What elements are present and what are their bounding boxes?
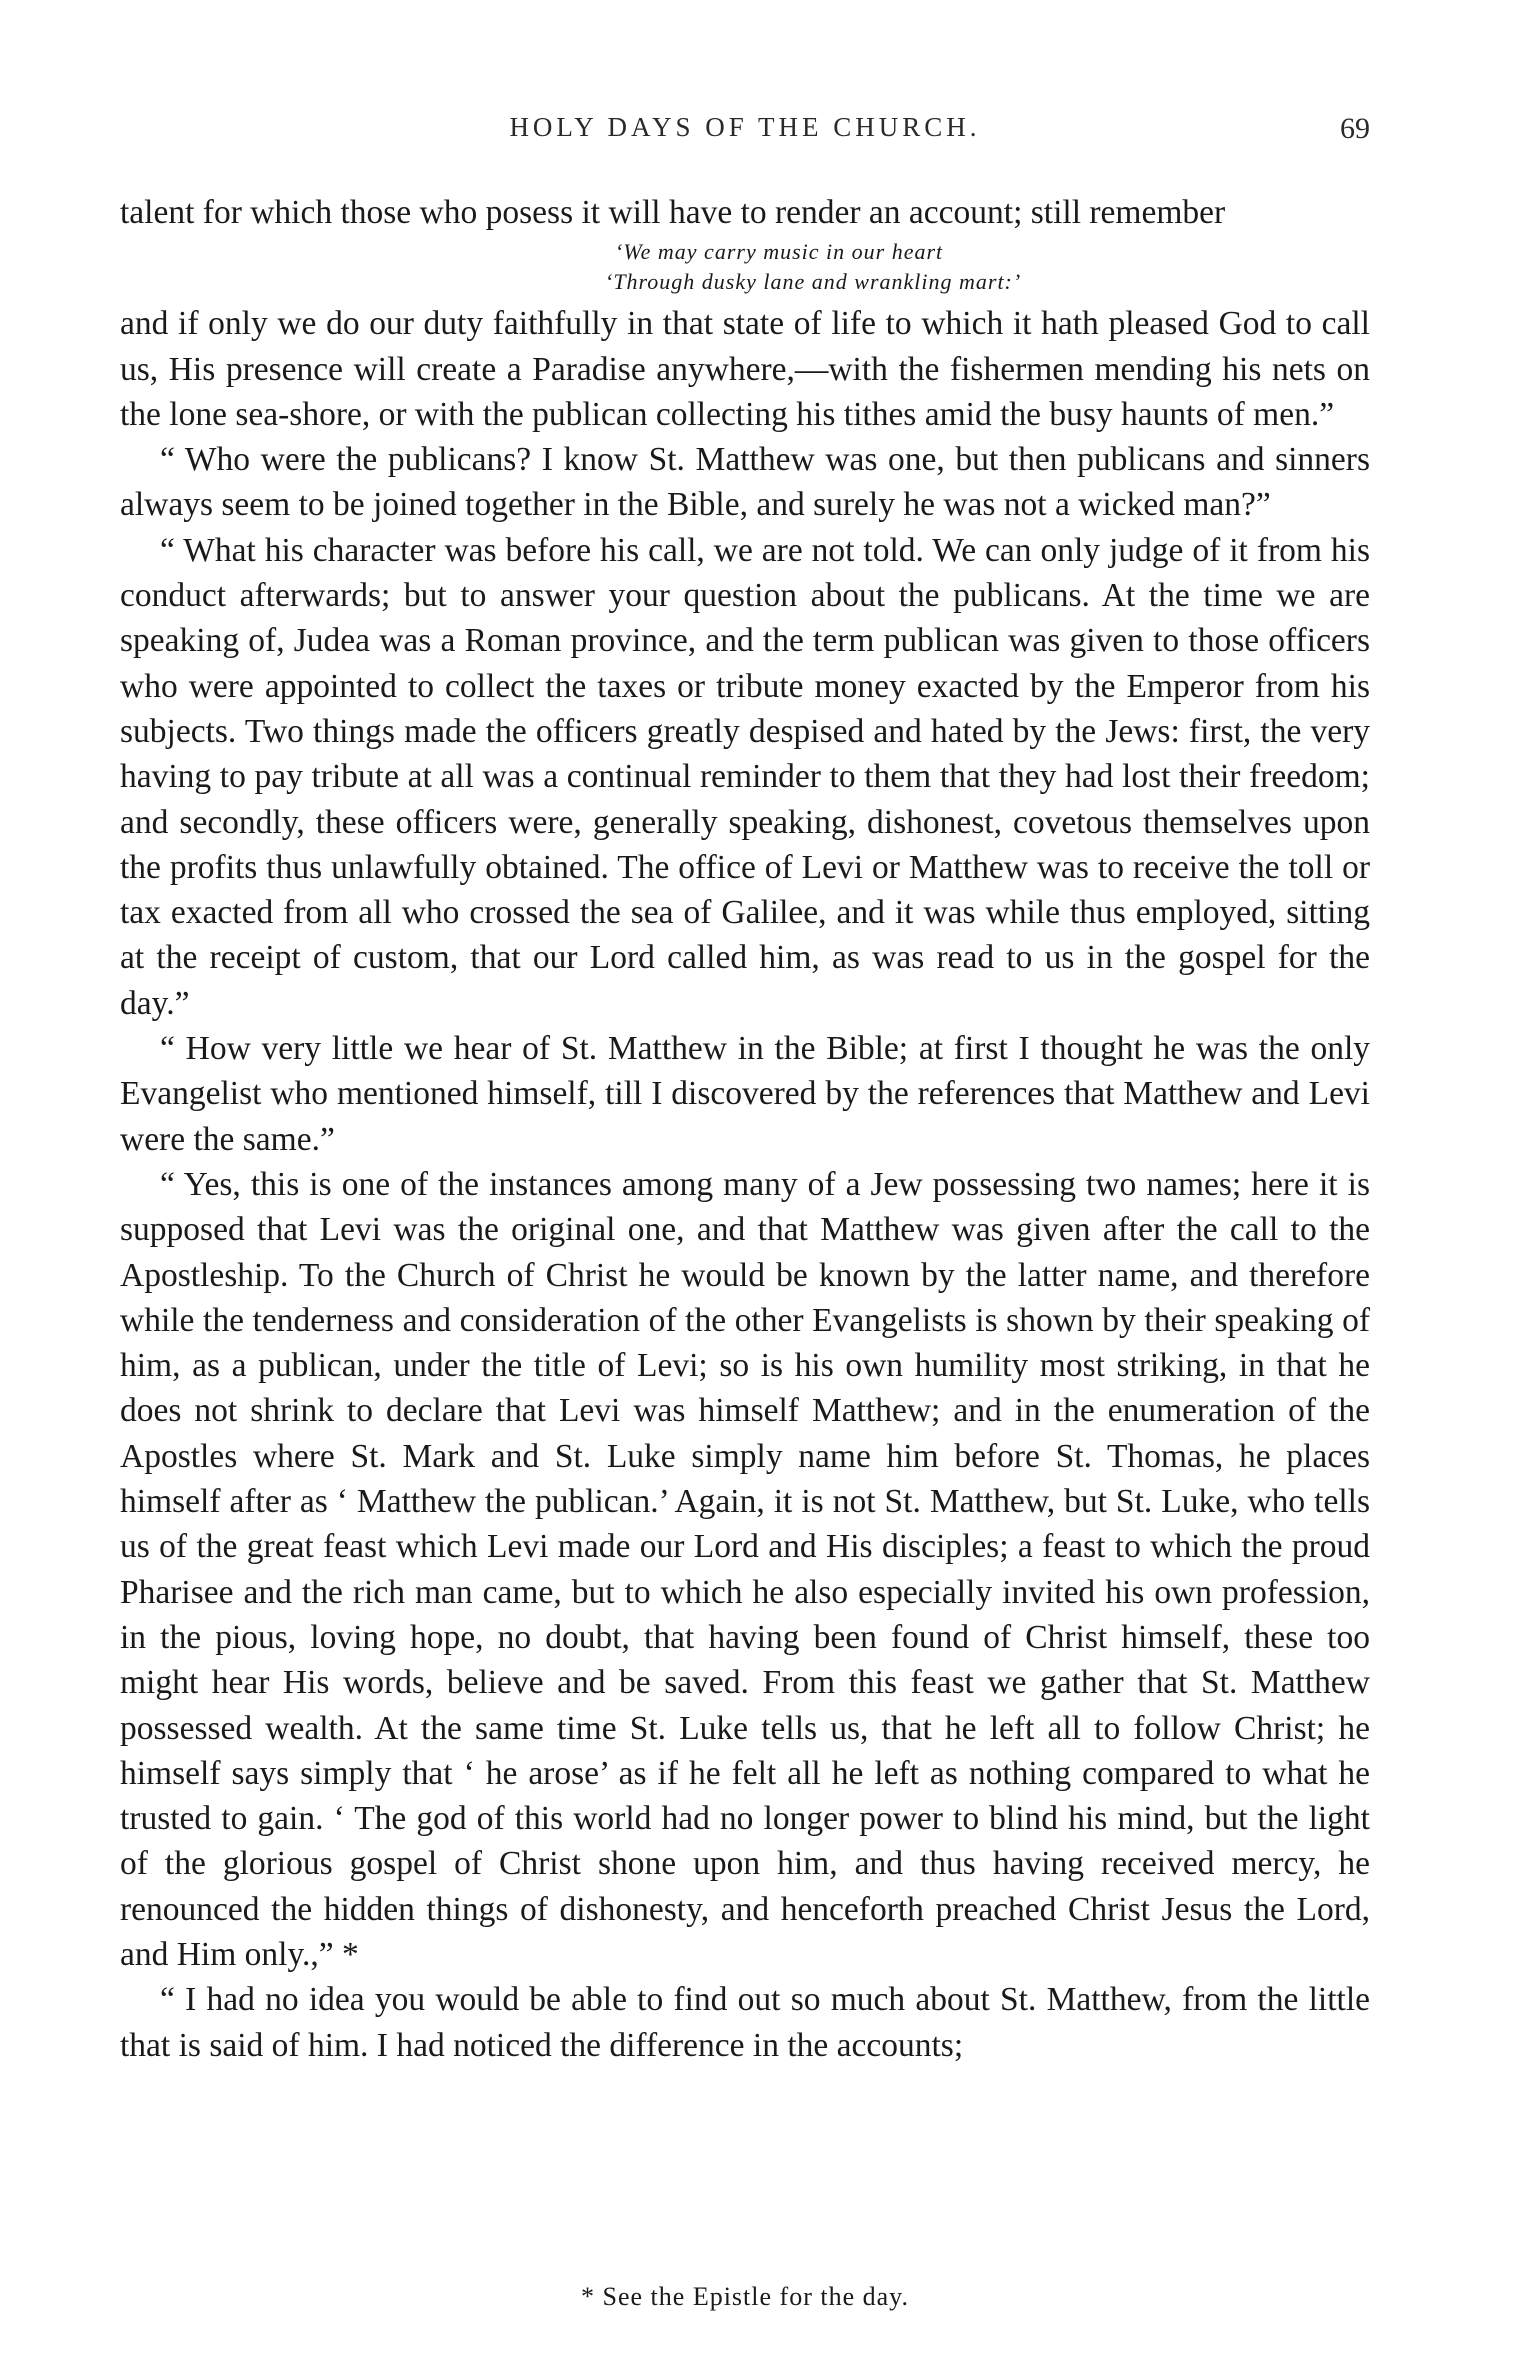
paragraph-6: “ I had no idea you would be able to find out so much about St. Matthew, from the little that is said of him. I had noticed the difference in the accounts;	[120, 1981, 1370, 2064]
paragraph-4: “ How very little we hear of St. Matthew in the Bible; at first I thought he was the only Evangelist who mentioned himself, till I discovered by the references that Matthew and Levi were the same.”	[120, 1030, 1370, 1158]
running-head: HOLY DAYS OF THE CHURCH.	[509, 112, 981, 142]
paragraph-5: “ Yes, this is one of the instances among many of a Jew possessing two names; here it is supposed that Levi was the original one, and that Matthew was given after the call to the Apostleship. To the Church of Christ he would be known by the latter name, and therefore while the tenderness and consideration of the other Evangelists is shown by their speaking of him, as a publican, under the title of Levi; so is his own humility most striking, in that he does not shrink to declare that Levi was himself Matthew; and in the enumeration of the Apostles where St. Mark and St. Luke simply name him before St. Thomas, he places himself after as ‘ Matthew the publican.’ Again, it is not St. Matthew, but St. Luke, who tells us of the great feast which Levi made our Lord and His disciples; a feast to which the proud Pharisee and the rich man came, but to which he also especially invited his own profession, in the pious, loving hope, no doubt, that having been found of Christ himself, these too might hear His words, believe and be saved. From this feast we gather that St. Matthew possessed wealth. At the same time St. Luke tells us, that he left all to follow Christ; he himself says simply that ‘ he arose’ as if he felt all he left as nothing compared to what he trusted to gain. ‘ The god of this world had no longer power to blind his mind, but the light of the glorious gospel of Christ shone upon him, and thus having received mercy, he renounced the hidden things of dishonesty, and henceforth preached Christ Jesus the Lord, and Him only.,” *	[120, 1165, 1370, 1973]
page-body	[120, 190, 1370, 2068]
footnote: * See the Epistle for the day.	[581, 2282, 909, 2311]
paragraph-3: “ What his character was before his call, we are not told. We can only judge of it from his conduct afterwards; but to answer your question about the publicans. At the time we are speaking of, Judea was a Roman province, and the term publican was given to those officers who were appointed to collect the taxes or tribute money exacted by the Emperor from his subjects. Two things made the officers greatly despised and hated by the Jews: first, the very having to pay tribute at all was a continual reminder to them that they had lost their freedom; and secondly, these officers were, generally speaking, dishonest, covetous themselves upon the profits thus unlawfully obtained. The office of Levi or Matthew was to receive the toll or tax exacted from all who crossed the sea of Galilee, and it was while thus employed, sitting at the receipt of custom, that our Lord called him, as was read to us in the gospel for the day.”	[120, 531, 1370, 1022]
verse-line-2: ‘Through dusky lane and wrankling mart:’	[605, 269, 1022, 295]
page-header	[120, 112, 1370, 152]
paragraph-1-rest: and if only we do our duty faithfully in that state of life to which it hath pleased God to call us, His presence will create a Paradise anywhere,—with the fishermen mending his nets on the lone sea-shore, or with the publican collecting his tithes amid the busy haunts of men.”	[120, 305, 1370, 433]
page-number: 69	[1340, 112, 1370, 145]
verse-quote	[120, 237, 1370, 297]
paragraph-1-lead: talent for which those who posess it will have to render an account; still remember	[120, 194, 1226, 231]
paragraph-2: “ Who were the publicans? I know St. Matthew was one, but then publicans and sinners always seem to be joined together in the Bible, and surely he was not a wicked man?”	[120, 441, 1370, 524]
verse-line-1: ‘We may carry music in our heart	[615, 239, 944, 265]
